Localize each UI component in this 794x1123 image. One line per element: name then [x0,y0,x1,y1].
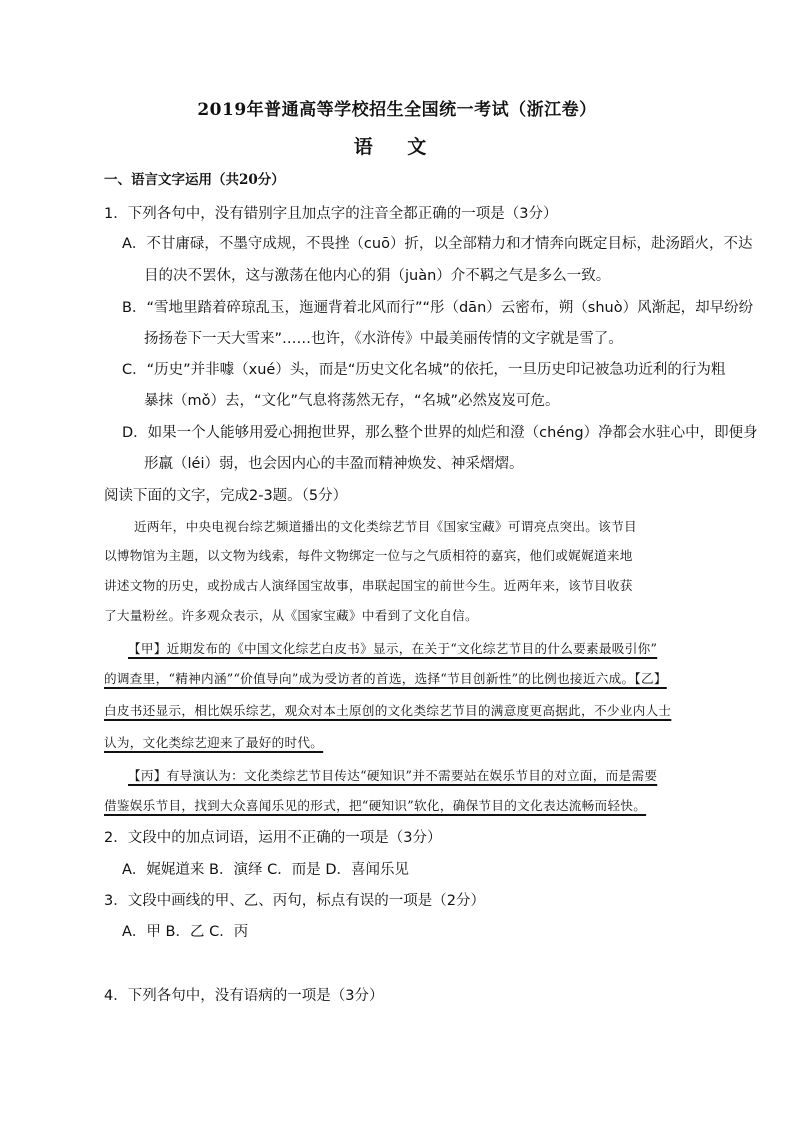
question-1-option-b: B．“雪地里踏着碎琼乱玉，迤逦背着北风而行”“彤（dān）云密布，朔（shuò）风渐起，却早纷纷 [122,300,754,316]
question-1-option-b-cont: 扬扬卷下一天大雪来”……也许，《水浒传》中最美丽传情的文字就是雪了。 [144,331,623,347]
underlined-sentence-yi: 白皮书还显示，相比娱乐综艺，观众对本土原创的文化类综艺节目的满意度更高据此，不少业内人士 [104,703,672,718]
question-2-stem: 2．文段中的加点词语，运用不正确的一项是（3分） [104,830,442,846]
question-1-stem: 1．下列各句中，没有错别字且加点字的注音全都正确的一项是（3分） [104,206,558,222]
question-1-option-d: D．如果一个人能够用爱心拥抱世界，那么整个世界的灿烂和澄（chéng）净都会水驻心中，即便身 [122,425,758,441]
question-1-option-a-cont: 目的决不罢休，这与激荡在他内心的狷（juàn）介不羁之气是多么一致。 [144,268,611,284]
exam-title: 2019年普通高等学校招生全国统一考试（浙江卷） [197,100,597,120]
passage-line: 了大量粉丝。许多观众表示，从《国家宝藏》中看到了文化自信。 [104,608,478,623]
section-heading: 一、语言文字运用（共20分） [104,172,285,188]
underlined-sentence-bing: 【丙】有导演认为：文化类综艺节目传达“硬知识”并不需要站在娱乐节目的对立面，而是需要 [128,768,658,783]
question-3-stem: 3．文段中画线的甲、乙、丙句，标点有误的一项是（2分） [104,893,485,909]
passage-line: 讲述文物的历史，或扮成古人演绎国宝故事，串联起国宝的前世今生。近两年来，该节目收获 [104,578,633,593]
underlined-sentence-bing-cont: 借鉴娱乐节目，找到大众喜闻乐见的形式，把“硬知识”软化，确保节目的文化表达流畅而轻快。 [104,798,647,813]
question-1-option-c-cont: 暴抹（mǒ）去，“文化”气息将荡然无存，“名城”必然岌岌可危。 [144,393,560,409]
question-2-options: A．娓娓道来 B．演绎 C．而是 D．喜闻乐见 [122,862,409,878]
question-4-stem: 4．下列各句中，没有语病的一项是（3分） [104,988,384,1004]
question-1-option-d-cont: 形羸（léi）弱，也会因内心的丰盈而精神焕发、神采熠熠。 [144,456,524,472]
question-1-option-c: C．“历史”并非噱（xué）头，而是“历史文化名城”的依托，一旦历史印记被急功近利的行为粗 [122,362,726,378]
question-1-option-a: A．不甘庸碌，不墨守成规，不畏挫（cuō）折，以全部精力和才情奔向既定目标，赴汤蹈火，不达 [122,236,753,252]
underlined-sentence-jia: 【甲】近期发布的《中国文化综艺白皮书》显示，在关于“文化综艺节目的什么要素最吸引你” [128,641,658,656]
reading-instruction: 阅读下面的文字，完成2-3题。（5分） [104,488,348,504]
underlined-sentence-jia-cont: 的调查里，“精神内涵”“价值导向”成为受访者的首选，选择“节目创新性”的比例也接近六成。【乙】 [104,671,667,686]
question-3-options: A．甲 B．乙 C．丙 [122,924,249,940]
passage-line: 近两年，中央电视台综艺频道播出的文化类综艺节目《国家宝藏》可谓亮点突出。该节目 [134,519,637,534]
passage-line: 以博物馆为主题，以文物为线索，每件文物绑定一位与之气质相符的嘉宾，他们或娓娓道来地 [104,548,633,563]
subject-heading: 语 文 [353,136,441,158]
underlined-sentence-yi-cont: 认为，文化类综艺迎来了最好的时代。 [104,735,324,750]
